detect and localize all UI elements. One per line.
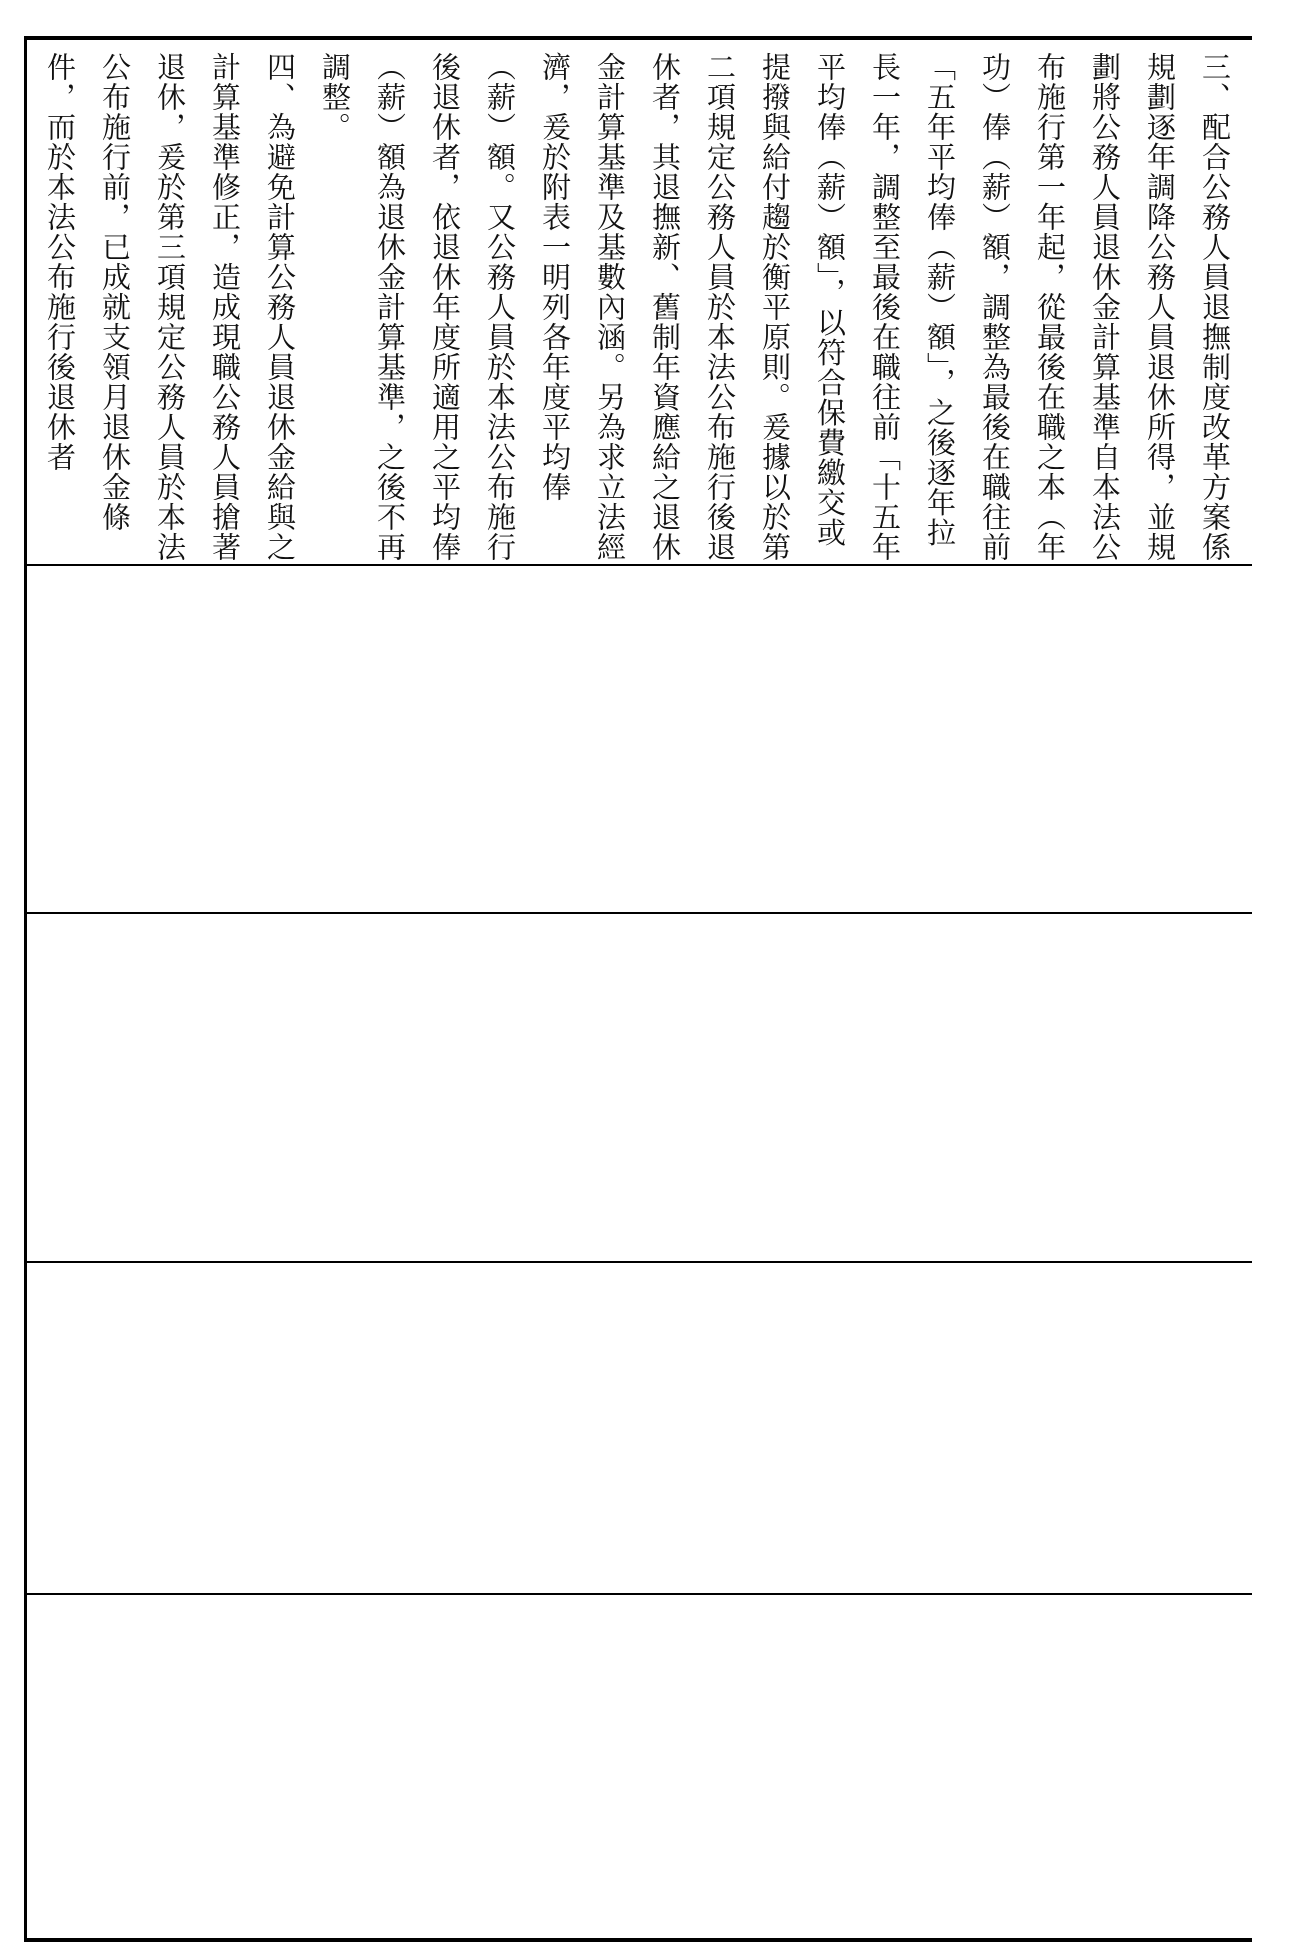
table-cell-4 <box>27 1263 1252 1593</box>
item-number: 四、 <box>263 52 297 112</box>
table-cell-3 <box>27 914 1252 1261</box>
paragraph-item-3 <box>307 52 1242 567</box>
vertical-text-block <box>22 52 1242 567</box>
paragraph-item-4 <box>32 52 307 567</box>
table-cell-2 <box>27 566 1252 912</box>
table-cell-1 <box>27 40 1252 564</box>
paragraph-text: 為避免計算公務人員退休金給與之計算基準修正，造成現職公務人員搶著退休，爰於第三項規定公務人員於本法公布施行前，已成就支領月退休金條件，而於本法公布施行後退休者 <box>43 52 297 562</box>
item-number: 三、 <box>1198 52 1232 112</box>
table-cell-5 <box>27 1595 1252 1938</box>
paragraph-text: 配合公務人員退撫制度改革方案係規劃逐年調降公務人員退休所得，並規劃將公務人員退休金計算基準自本法公布施行第一年起，從最後在職之本（年功）俸（薪）額，調整為最後在職往前「五年平均俸（薪）額」，之後逐年拉長一年，調整至最後在職往前「十五年平均俸（薪）額」，以符合保費繳交或提撥與給付趨於衡平原則。爰據以於第二項規定公務人員於本法公布施行後退休者，其退撫新、舊制年資應給之退休金計算基準及基數內涵。另為求立法經濟，爰於附表一明列各年度平均俸（薪）額。又公務人員於本法公布施行後退休者，依退休年度所適用之平均俸（薪）額為退休金計算基準，之後不再調整。 <box>318 52 1232 562</box>
table-bottom-border <box>24 1938 1252 1942</box>
